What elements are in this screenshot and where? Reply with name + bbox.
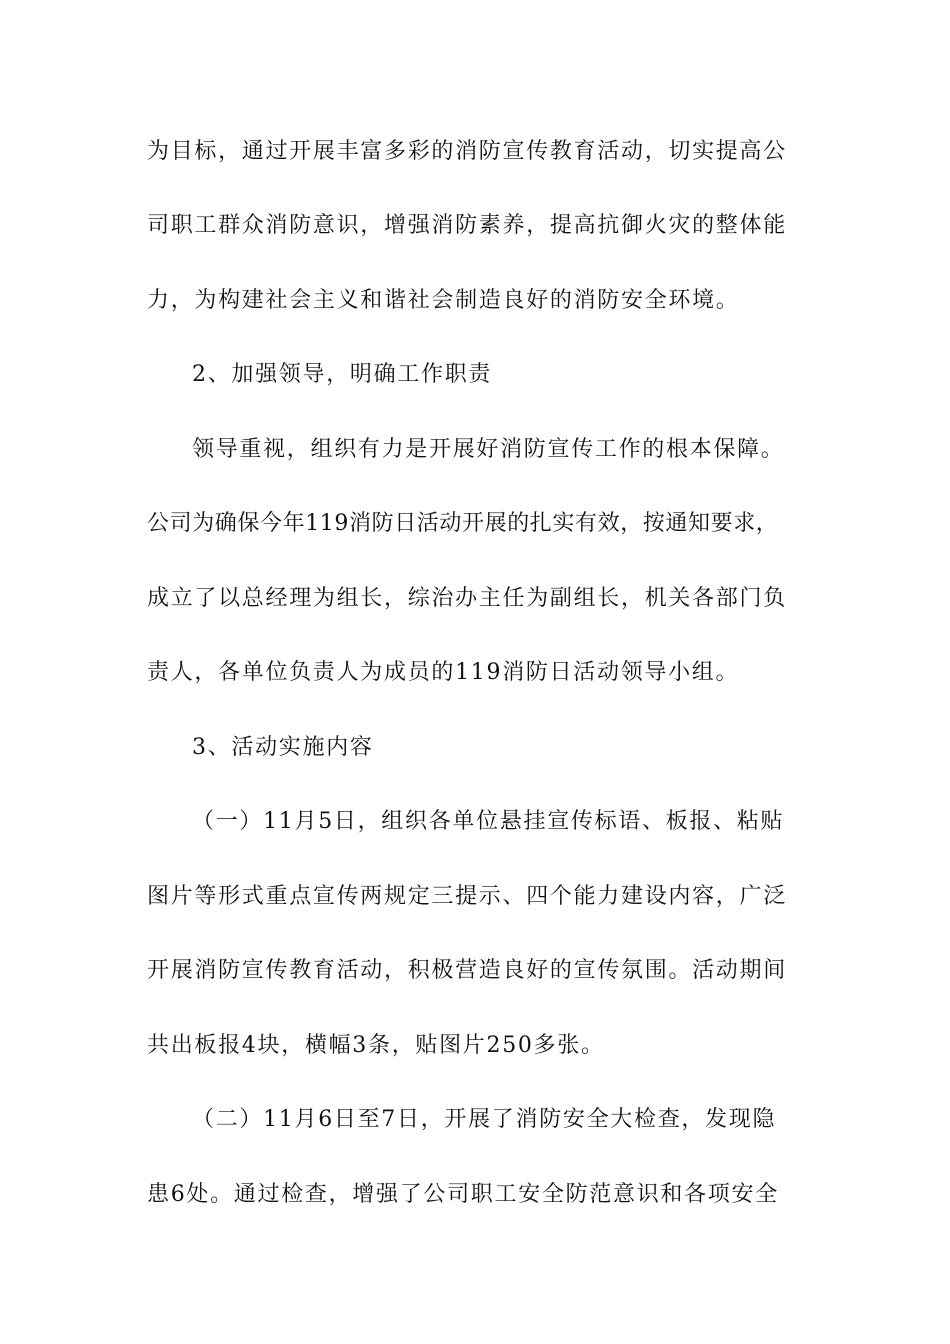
text-line-2: 司职工群众消防意识，增强消防素养，提高抗御火灾的整体能 [147,213,787,238]
text-line-14: （二）11月6日至7日，开展了消防安全大检查，发现隐 [192,1107,777,1132]
text-line-8: 责人，各单位负责人为成员的119消防日活动领导小组。 [147,660,740,685]
text-line-3: 力，为构建社会主义和谐社会制造良好的消防安全环境。 [147,288,740,313]
text-line-15: 患6处。通过检查，增强了公司职工安全防范意识和各项安全 [147,1182,779,1207]
text-line-7: 成立了以总经理为组长，综治办主任为副组长，机关各部门负 [147,586,787,611]
text-line-13: 共出板报4块，横幅3条，贴图片250多张。 [147,1033,605,1058]
text-line-10: （一）11月5日，组织各单位悬挂宣传标语、板报、粘贴 [192,809,785,834]
text-line-11: 图片等形式重点宣传两规定三提示、四个能力建设内容，广泛 [147,884,787,909]
text-line-5: 领导重视，组织有力是开展好消防宣传工作的根本保障。 [192,437,785,462]
section-heading-2: 2、加强领导，明确工作职责 [192,362,493,387]
section-heading-3: 3、活动实施内容 [192,735,374,760]
text-line-12: 开展消防宣传教育活动，积极营造良好的宣传氛围。活动期间 [147,958,787,983]
text-line-6: 公司为确保今年119消防日活动开展的扎实有效，按通知要求， [147,511,779,536]
text-line-1: 为目标，通过开展丰富多彩的消防宣传教育活动，切实提高公 [147,139,787,164]
